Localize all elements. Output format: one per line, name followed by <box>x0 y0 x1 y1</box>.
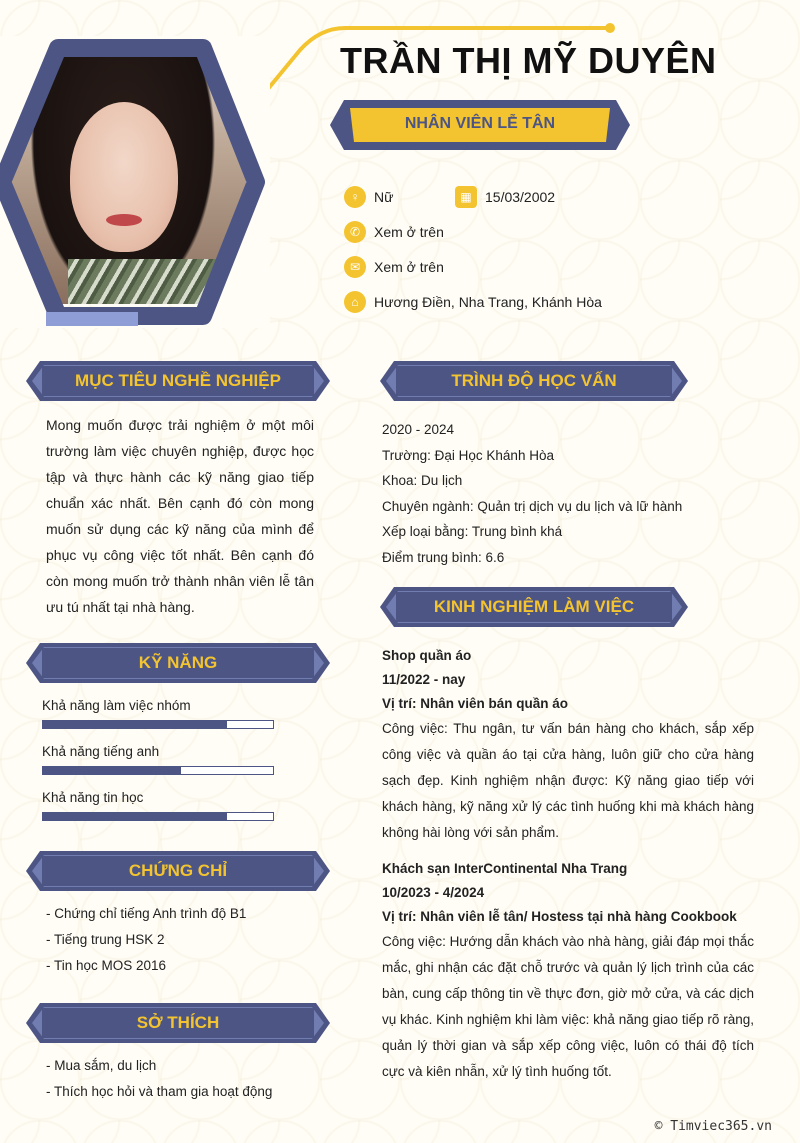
job-description: Công việc: Thu ngân, tư vấn bán hàng cho khách, sắp xếp công việc và quần áo tại cửa hàng, luôn giữ cho cửa hàng sạch đẹp. Kinh nghiệm nhận được: Kỹ năng giao tiếp với khách hàng, kỹ năng xử lý các tình huống khi mà khách hàng không hài lòng với sản phẩm. <box>382 721 754 840</box>
certificate-item: - Tiếng trung HSK 2 <box>46 932 165 947</box>
education-header <box>380 360 688 402</box>
skill-bar <box>42 720 274 729</box>
dob-value: 15/03/2002 <box>485 189 556 205</box>
certificate-item: - Chứng chỉ tiếng Anh trình độ B1 <box>46 906 247 921</box>
email-icon: ✉ <box>344 256 366 278</box>
education-line: Chuyên ngành: Quản trị dịch vụ du lịch và lữ hành <box>382 498 683 514</box>
phone-value: Xem ở trên <box>374 224 444 240</box>
email-row <box>344 256 444 278</box>
experience-header <box>380 586 688 628</box>
gender-row <box>344 186 393 208</box>
candidate-name: TRẦN THỊ MỸ DUYÊN <box>340 40 717 81</box>
skill-item <box>42 698 282 729</box>
skill-label: Khả năng làm việc nhóm <box>42 698 191 713</box>
job-role: Vị trí: Nhân viên bán quần áo <box>382 696 569 711</box>
certificates-list <box>46 901 316 979</box>
certificates-header <box>26 850 330 892</box>
calendar-icon: ▦ <box>455 186 477 208</box>
job-role: Vị trí: Nhân viên lễ tân/ Hostess tại nhà hàng Cookbook <box>382 909 737 924</box>
job-company: Shop quần áo <box>382 648 472 663</box>
skill-label: Khả năng tin học <box>42 790 144 805</box>
education-line: 2020 - 2024 <box>382 422 455 437</box>
job-period: 11/2022 - nay <box>382 672 466 687</box>
skill-bar-fill <box>43 813 227 820</box>
job-entry <box>382 644 754 846</box>
education-title: TRÌNH ĐỘ HỌC VẤN <box>451 371 617 390</box>
skill-label: Khả năng tiếng anh <box>42 744 160 759</box>
hobbies-header <box>26 1002 330 1044</box>
certificate-item: - Tin học MOS 2016 <box>46 958 167 973</box>
position-banner <box>330 98 630 152</box>
skills-header <box>26 642 330 684</box>
job-entry <box>382 857 754 1085</box>
footer-brand[interactable]: © Timviec365.vn <box>654 1119 772 1134</box>
address-value: Hương Điền, Nha Trang, Khánh Hòa <box>374 294 602 310</box>
home-icon: ⌂ <box>344 291 366 313</box>
skill-item <box>42 790 282 821</box>
education-line: Khoa: Du lịch <box>382 473 463 488</box>
hobby-item: - Mua sắm, du lịch <box>46 1058 157 1073</box>
objective-header <box>26 360 330 402</box>
phone-row <box>344 221 444 243</box>
phone-icon: ✆ <box>344 221 366 243</box>
experience-title: KINH NGHIỆM LÀM VIỆC <box>433 597 635 616</box>
hobbies-title: SỞ THÍCH <box>136 1013 220 1032</box>
hobby-item: - Thích học hỏi và tham gia hoạt động <box>46 1084 273 1099</box>
certificates-title: CHỨNG CHỈ <box>128 861 228 880</box>
job-period: 10/2023 - 4/2024 <box>382 885 485 900</box>
education-line: Điểm trung bình: 6.6 <box>382 549 505 565</box>
job-company: Khách sạn InterContinental Nha Trang <box>382 861 628 876</box>
education-line: Trường: Đại Học Khánh Hòa <box>382 447 554 463</box>
dob-row <box>455 186 555 208</box>
skill-bar <box>42 766 274 775</box>
email-value: Xem ở trên <box>374 259 444 275</box>
skill-bar-fill <box>43 767 181 774</box>
gender-icon: ♀ <box>344 186 366 208</box>
skill-bar-fill <box>43 721 227 728</box>
skill-bar <box>42 812 274 821</box>
education-details <box>382 417 762 570</box>
objective-title: MỤC TIÊU NGHỀ NGHIỆP <box>75 371 281 390</box>
gender-value: Nữ <box>374 189 394 205</box>
avatar-frame <box>0 36 270 328</box>
objective-text: Mong muốn được trải nghiệm ở một môi trường làm việc chuyên nghiệp, được học tập và thực hành các kỹ năng giao tiếp chuẩn xác nhất. Bên cạnh đó còn mong muốn sử dụng các kỹ năng của mình để phục vụ công việc tốt nhất. Bên cạnh đó còn mong muốn trở thành nhân viên lễ tân ưu tú nhất tại nhà hàng. <box>46 417 314 615</box>
job-description: Công việc: Hướng dẫn khách vào nhà hàng, giải đáp mọi thắc mắc, ghi nhận các đặt chỗ trước và quản lý lịch trình của các bàn, cung cấp thông tin về thực đơn, giờ mở cửa, và các dịch vụ khác. Kinh nghiệm khi làm việc: khả năng giao tiếp rõ ràng, quản lý thời gian và sắp xếp công việc, luôn có thái độ tích cực và kiên nhẫn, xử lý tình huống tốt. <box>382 934 754 1079</box>
education-line: Xếp loại bằng: Trung bình khá <box>382 524 563 539</box>
hobbies-list <box>46 1053 326 1105</box>
skill-item <box>42 744 282 775</box>
position-title: NHÂN VIÊN LỄ TÂN <box>404 115 556 132</box>
skills-title: KỸ NĂNG <box>138 653 218 672</box>
address-row <box>344 291 602 313</box>
